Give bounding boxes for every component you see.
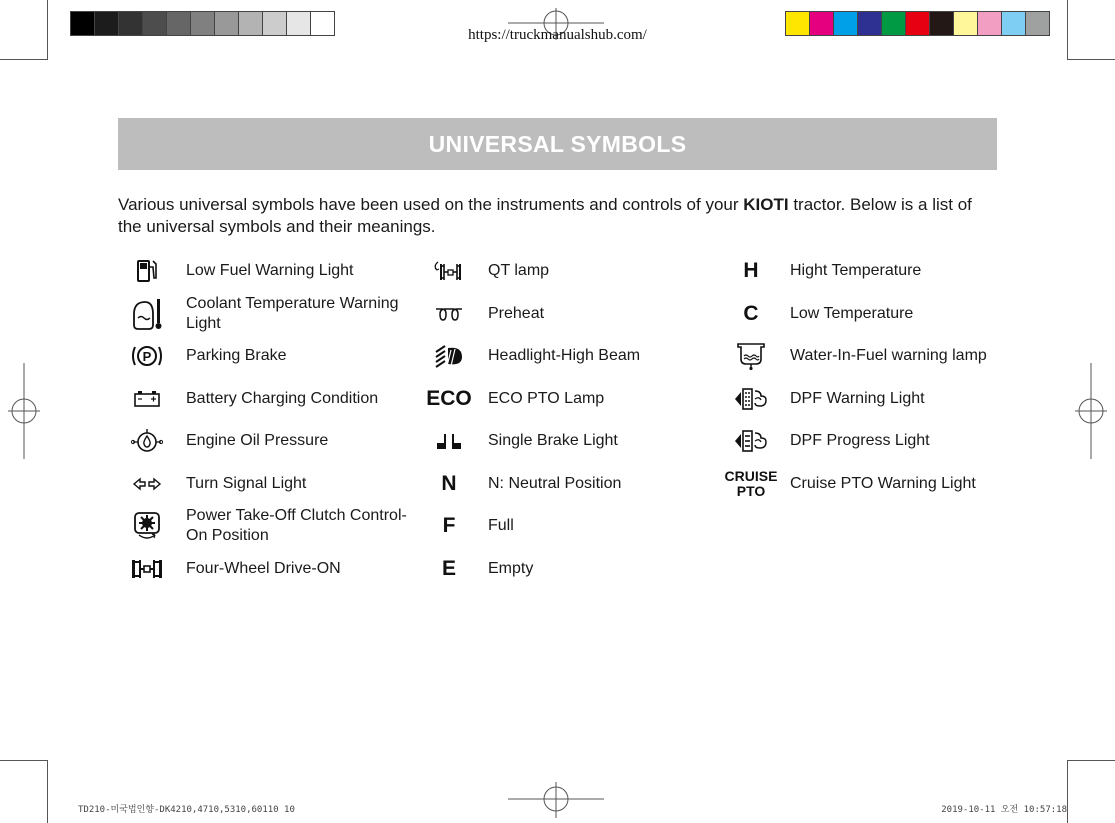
symbol-label: Empty — [488, 560, 534, 577]
eco-icon-text: ECO — [426, 387, 472, 410]
symbol-label: Headlight-High Beam — [488, 347, 641, 364]
intro-paragraph — [118, 194, 998, 238]
symbol-label: Coolant Temperature Warning Light — [186, 295, 399, 332]
symbol-row — [722, 426, 1020, 456]
symbol-row — [118, 384, 416, 414]
symbol-row — [420, 384, 718, 414]
high-beam-icon — [420, 342, 478, 370]
symbol-label: QT lamp — [488, 262, 550, 279]
symbol-row — [420, 554, 718, 584]
registration-target-icon — [508, 782, 604, 818]
symbol-label: Single Brake Light — [488, 432, 618, 449]
crop-mark — [1067, 760, 1115, 761]
dpf-warning-icon — [722, 386, 780, 412]
neutral-icon-text: N — [441, 472, 457, 495]
battery-icon — [118, 390, 176, 408]
symbol-row — [722, 384, 1020, 414]
symbol-label: Low Fuel Warning Light — [186, 262, 354, 279]
crop-mark — [0, 760, 48, 761]
symbol-row — [420, 426, 718, 456]
high-temp-icon-text: H — [743, 259, 759, 282]
symbol-label: Parking Brake — [186, 347, 287, 364]
symbol-row — [118, 505, 416, 547]
symbol-row — [118, 426, 416, 456]
symbol-label: Turn Signal Light — [186, 475, 307, 492]
parking-brake-icon — [118, 343, 176, 369]
source-url[interactable]: https://truckmanualshub.com/ — [468, 27, 647, 43]
symbol-label: Cruise PTO Warning Light — [790, 475, 976, 492]
symbol-label: Water-In-Fuel warning lamp — [790, 347, 987, 364]
pto-clutch-icon — [118, 511, 176, 541]
full-icon-text: F — [442, 514, 456, 537]
crop-mark — [1067, 760, 1068, 823]
symbol-label: Engine Oil Pressure — [186, 432, 329, 449]
neutral-icon — [420, 472, 478, 496]
intro-text: tractor. Below is a list of the universal symbols and their meanings. — [118, 195, 972, 236]
symbol-row — [420, 257, 718, 285]
coolant-temperature-icon — [118, 297, 176, 331]
symbol-row — [420, 341, 718, 371]
preheat-coil-icon — [420, 305, 478, 323]
symbol-row — [722, 466, 1020, 502]
cruise-pto-icon — [722, 469, 780, 499]
symbol-row — [722, 299, 1020, 329]
crop-mark — [0, 59, 48, 60]
turn-signal-icon — [118, 477, 176, 491]
symbol-label: Hight Temperature — [790, 262, 922, 279]
high-temperature-icon — [722, 259, 780, 283]
symbol-label: N: Neutral Position — [488, 475, 622, 492]
oil-can-icon — [118, 427, 176, 455]
symbol-row — [118, 341, 416, 371]
symbol-row — [420, 299, 718, 329]
eco-pto-icon — [420, 387, 478, 411]
low-temp-icon-text: C — [743, 302, 759, 325]
low-temperature-icon — [722, 302, 780, 326]
fuel-pump-icon — [118, 258, 176, 284]
symbol-row — [118, 554, 416, 584]
brand-name: KIOTI — [743, 195, 789, 214]
symbol-row — [420, 511, 718, 541]
print-footer-left: TD210-미국법인향-DK4210,4710,5310,60110 10 — [78, 805, 295, 815]
single-brake-icon — [420, 432, 478, 450]
print-footer-right: 2019-10-11 오전 10:57:18 — [941, 805, 1067, 815]
section-title: UNIVERSAL SYMBOLS — [118, 118, 997, 170]
registration-target-icon — [1075, 363, 1107, 459]
symbol-label: Power Take-Off Clutch Control-On Position — [186, 507, 407, 544]
cruise-text: CRUISE — [724, 468, 778, 484]
symbol-row — [722, 257, 1020, 285]
crop-mark — [47, 760, 48, 823]
svg-text:P: P — [142, 349, 152, 364]
symbol-row — [118, 293, 416, 335]
symbol-label: Full — [488, 517, 514, 534]
crop-mark — [1067, 59, 1115, 60]
water-in-fuel-icon — [722, 341, 780, 371]
intro-text: Various universal symbols have been used on the instruments and controls of your — [118, 195, 744, 214]
qt-lamp-icon — [420, 260, 478, 282]
full-icon — [420, 514, 478, 538]
symbol-row — [722, 341, 1020, 371]
symbol-label: Battery Charging Condition — [186, 390, 379, 407]
symbol-row — [118, 257, 416, 285]
symbol-label: Four-Wheel Drive-ON — [186, 560, 341, 577]
symbol-row — [420, 469, 718, 499]
symbol-label: Low Temperature — [790, 305, 914, 322]
four-wheel-drive-icon — [118, 558, 176, 580]
symbol-label: Preheat — [488, 305, 545, 322]
symbol-row — [118, 469, 416, 499]
symbol-label: DPF Warning Light — [790, 390, 925, 407]
symbol-label: ECO PTO Lamp — [488, 390, 605, 407]
pto-text: PTO — [736, 483, 766, 499]
registration-target-icon — [8, 363, 40, 459]
empty-icon-text: E — [441, 557, 456, 580]
cruise-pto-icon-text — [725, 469, 778, 499]
symbol-label: DPF Progress Light — [790, 432, 930, 449]
dpf-progress-icon — [722, 428, 780, 454]
empty-icon — [420, 557, 478, 581]
